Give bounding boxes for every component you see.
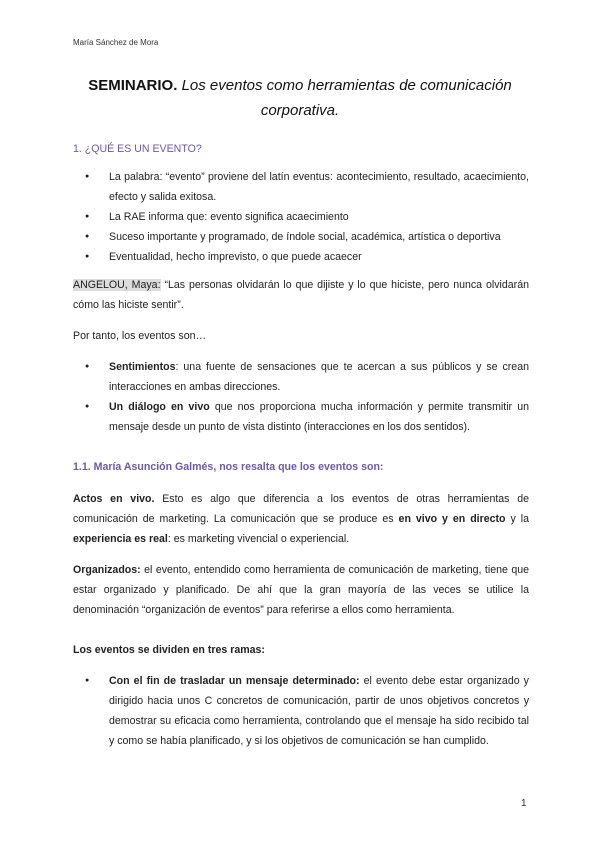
section-heading-1: 1. ¿QUÉ ES UN EVENTO? [73,143,202,155]
header-author: María Sánchez de Mora [73,38,159,47]
list-item: ● Eventualidad, hecho imprevisto, o que puede acaecer [73,247,529,267]
quote-author: ANGELOU, Maya: [73,279,161,291]
bold-phrase: Organizados: [73,564,141,576]
text-run: : es marketing vivencial o experiencial. [167,533,350,545]
ramas-heading [73,640,529,660]
quote-paragraph [73,275,529,315]
list-item-bold: Con el fin de trasladar un mensaje determinado: [109,675,360,687]
page-number: 1 [521,798,527,809]
list-item-text: que nos proporciona mucha información y permite transmitir un mensaje desde un punto de vista distinto (interacciones en los dos sentidos). [109,401,529,433]
bullet-list-definitions [73,167,529,267]
list-item: ● La RAE informa que: evento significa acaecimiento [73,207,529,227]
list-item: ● Suceso importante y programado, de índole social, académica, artística o deportiva [73,227,529,247]
bold-heading: Los eventos se dividen en tres ramas: [73,644,265,656]
bold-phrase: Actos en vivo. [73,493,155,505]
text-run: y la [505,513,529,525]
bullet-list-events-are [73,357,529,437]
list-item-bold: Un diálogo en vivo [109,401,210,413]
list-item [73,397,529,437]
title-bold: SEMINARIO. [88,77,178,94]
text-run: Esto es algo que diferencia a los eventos de otras herramientas de comunicación de marketing. La comunicación que se produce es [73,493,530,525]
text-run: el evento, entendido como herramienta de comunicación de marketing, tiene que estar organizado y planificado. De ahí que la gran mayoría de las veces se utilice la denominación “organización de eventos” para referirse a ellos como herramienta. [73,564,529,616]
list-item-text: el evento debe estar organizado y dirigido hacia unos C concretos de comunicación, partir de unos objetivos concretos y demostrar su eficacia como herramienta, controlando que el mensaje ha sido recibido tal y como se había planificado, y si los objetivos de comunicación se han cumplido. [109,675,529,747]
bold-phrase: experiencia es real [73,533,168,545]
list-item [73,671,529,751]
paragraph-organizados [73,560,529,620]
list-item [73,357,529,397]
section-heading-1-1: 1.1. María Asunción Galmés, nos resalta que los eventos son: [73,461,384,473]
document-body [73,139,529,751]
paragraph-actos-en-vivo [73,489,529,549]
list-item-bold: Sentimientos [109,361,176,373]
bullet-list-ramas [73,671,529,751]
list-item-text: : una fuente de sensaciones que te acercan a sus públicos y se crean interacciones en ambas direcciones. [109,361,529,393]
list-item: ● La palabra: “evento” proviene del latín eventus: acontecimiento, resultado, acaecimiento, efecto y salida exitosa. [73,167,529,207]
title-italic: Los eventos como herramientas de comunicación corporativa. [181,77,512,119]
quote-text: “Las personas olvidarán lo que dijiste y lo que hiciste, pero nunca olvidarán cómo las hiciste sentir”. [73,279,529,311]
por-tanto-paragraph: Por tanto, los eventos son… [73,330,207,342]
bold-phrase: en vivo y en directo [398,513,506,525]
document-title [60,73,540,123]
